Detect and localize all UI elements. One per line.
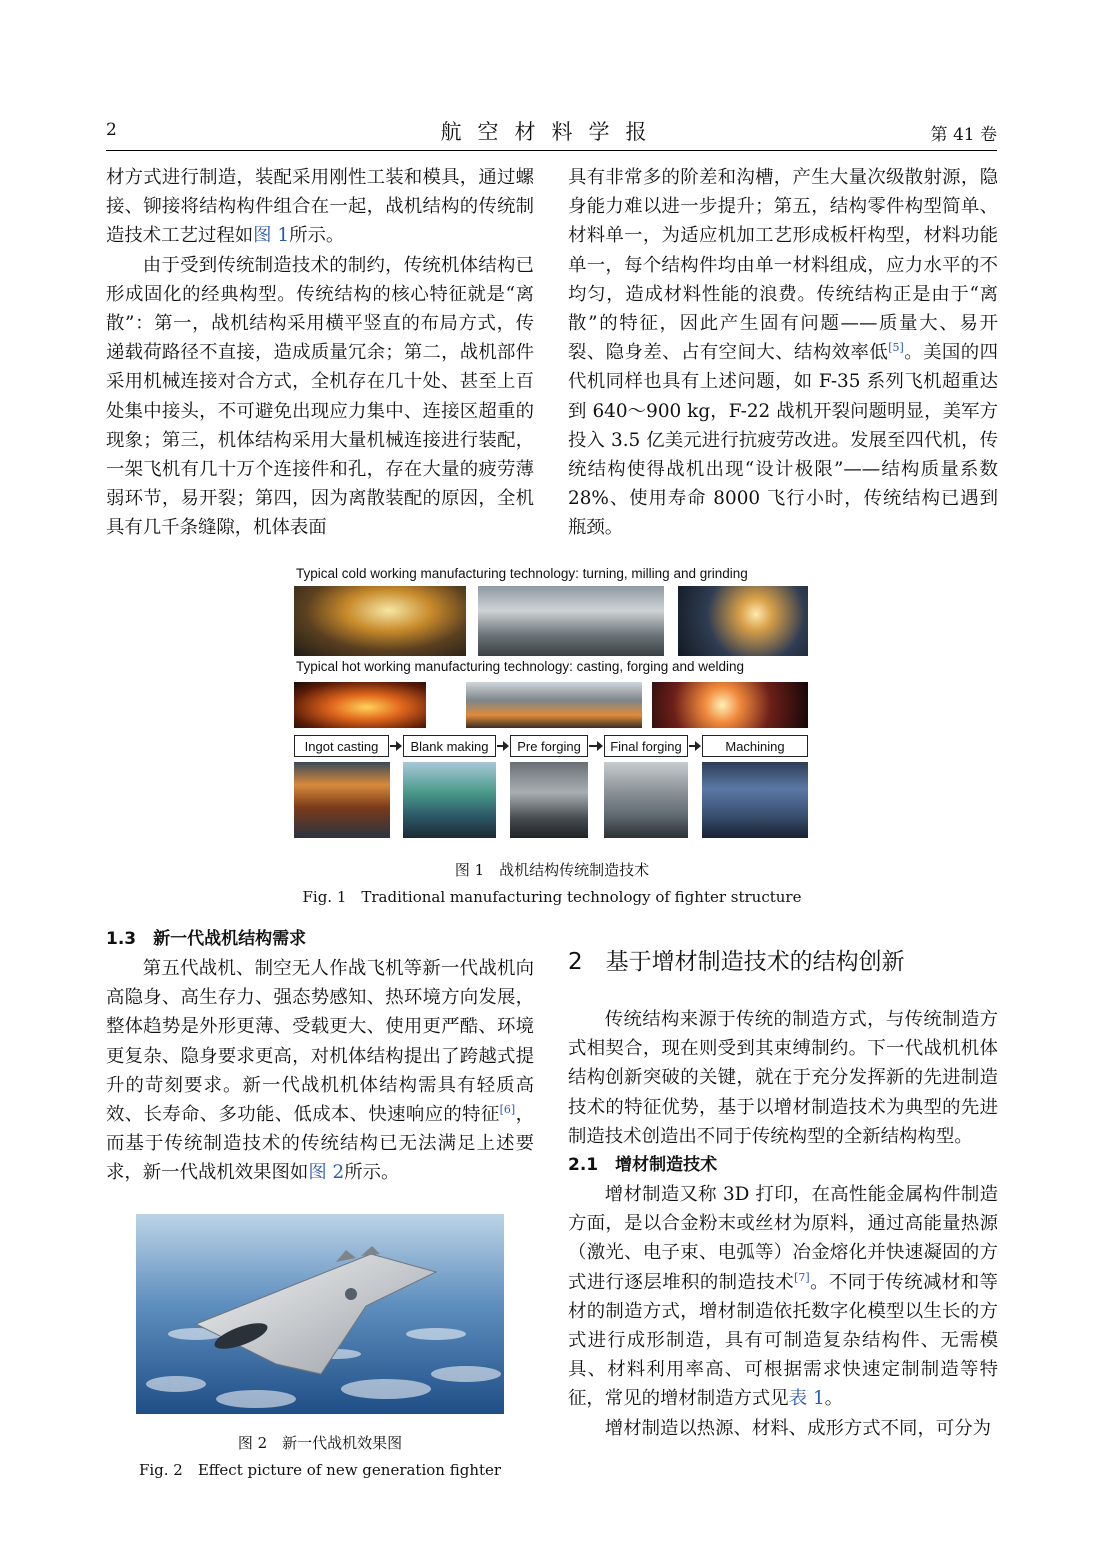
table-reference[interactable]: 表 1 [788, 1388, 825, 1410]
caption-cn: 图 2 新一代战机效果图 [237, 1434, 403, 1452]
figure-reference[interactable]: 图 2 [308, 1162, 345, 1184]
journal-title: 航空材料学报 [440, 120, 663, 144]
citation-reference[interactable]: [5] [888, 341, 904, 355]
volume-label: 第 41 卷 [930, 125, 997, 145]
section-heading: 1.3 新一代战机结构需求 [106, 929, 307, 949]
grinding-photo [678, 586, 808, 656]
figure-2-caption [106, 1430, 534, 1484]
cold-working-label: Typical cold working manufacturing technology: turning, milling and grinding [296, 566, 748, 581]
figure-reference[interactable]: 图 1 [253, 225, 290, 247]
paragraph: 材方式进行制造，装配采用刚性工装和模具，通过螺接、铆接将结构构件组合在一起，战机结构的传统制造技术工艺过程如图 1所示。 [106, 167, 534, 247]
subsection-heading: 2.1 增材制造技术 [568, 1155, 718, 1176]
paragraph: 第五代战机、制空无人作战飞机等新一代战机向高隐身、高生存力、强态势感知、热环境方向发展，整体趋势是外形更薄、受载更大、使用更严酷、环境更复杂、隐身要求更高，对机体结构提出了跨越式提升的苛刻要求。新一代战机机体结构需具有轻质高效、长寿命、多功能、低成本、快速响应的特征[6]，而基于传统制造技术的传统结构已无法满足上述要求，新一代战机效果图如图 2所示。 [106, 958, 534, 1184]
section-2-body [568, 1005, 998, 1443]
caption-en: Fig. 1 Traditional manufacturing technology of fighter structure [302, 888, 802, 906]
process-step-machining: Machining [702, 735, 808, 757]
caption-cn: 图 1 战机结构传统制造技术 [454, 861, 650, 879]
welding-photo [652, 682, 808, 728]
paragraph: 增材制造又称 3D 打印，在高性能金属构件制造方面，是以合金粉末或丝材为原料，通过高能量热源（激光、电子束、电弧等）冶金熔化并快速凝固的方式进行逐层堆积的制造技术[7]。不同于传统减材和等材的制造方式，增材制造依托数字化模型以生长的方式进行成形制造，具有可制造复杂结构件、无需模具、材料利用率高、可根据需求快速定制制造等特征，常见的增材制造方式见表 1。 [568, 1184, 998, 1410]
turning-photo [294, 586, 466, 656]
process-step-blank-making: Blank making [403, 735, 496, 757]
paragraph: 增材制造以热源、材料、成形方式不同，可分为 [604, 1417, 992, 1439]
ingot-photo [294, 762, 390, 838]
paragraph: 具有非常多的阶差和沟槽，产生大量次级散射源，隐身能力难以进一步提升；第五，结构零件构型简单、材料单一，为适应机加工艺形成板杆构型，材料功能单一，每个结构件均由单一材料组成，应力水平的不均匀，造成材料性能的浪费。传统结构正是由于“离散”的特征，因此产生固有问题——质量大、易开裂、隐身差、占有空间大、结构效率低[5]。美国的四代机同样也具有上述问题，如 F-35 系列飞机超重达到 640～900 kg，F-22 战机开裂问题明显，美军方投入 3.5 亿美元进行抗疲劳改进。发展至四代机，传统结构使得战机出现“设计极限”——结构质量系数 28%、使用寿命 8000 飞行小时，传统结构已遇到瓶颈。 [568, 167, 998, 539]
final-forging-photo [604, 762, 688, 838]
citation-reference[interactable]: [6] [499, 1102, 516, 1116]
caption-en: Fig. 2 Effect picture of new generation fighter [138, 1461, 502, 1479]
running-header [106, 116, 997, 151]
page-number: 2 [106, 120, 117, 140]
blank-making-photo [403, 762, 496, 838]
left-column-top [106, 163, 534, 543]
process-step-ingot-casting: Ingot casting [294, 735, 389, 757]
fighter-render [136, 1214, 504, 1414]
citation-reference[interactable]: [7] [794, 1270, 810, 1284]
paragraph: 传统结构来源于传统的制造方式，与传统制造方式相契合，现在则受到其束缚制约。下一代战机机体结构创新突破的关键，就在于充分发挥新的先进制造技术的特征优势，基于以增材制造技术为典型的先进制造技术创造出不同于传统构型的全新结构构型。 [568, 1009, 998, 1147]
process-arrow [390, 745, 400, 747]
process-step-final-forging: Final forging [604, 735, 688, 757]
process-arrow [689, 745, 699, 747]
forging-photo [466, 682, 642, 728]
milling-photo [478, 586, 664, 656]
process-step-pre-forging: Pre forging [510, 735, 588, 757]
figure-1 [290, 562, 812, 844]
figure-1-caption [106, 857, 998, 911]
pre-forging-photo [510, 762, 588, 838]
paragraph: 由于受到传统制造技术的制约，传统机体结构已形成固化的经典构型。传统结构的核心特征就是“离散”：第一，战机结构采用横平竖直的布局方式，传递载荷路径不直接，造成质量冗余；第二，战机部件采用机械连接对合方式，全机存在几十处、甚至上百处集中接头，不可避免出现应力集中、连接区超重的现象；第三，机体结构采用大量机械连接进行装配，一架飞机有几十万个连接件和孔，存在大量的疲劳薄弱环节，易开裂；第四，因为离散装配的原因，全机具有几千条缝隙，机体表面 [106, 254, 534, 539]
process-arrow [497, 745, 507, 747]
section-1-3 [106, 925, 534, 1188]
machining-photo [702, 762, 808, 838]
hot-working-label: Typical hot working manufacturing technology: casting, forging and welding [296, 659, 745, 674]
figure-2-fighter-image [136, 1214, 504, 1414]
casting-photo [294, 682, 426, 728]
section-2-heading: 2 基于增材制造技术的结构创新 [568, 949, 905, 975]
process-arrow [589, 745, 601, 747]
right-column-top [568, 163, 998, 543]
